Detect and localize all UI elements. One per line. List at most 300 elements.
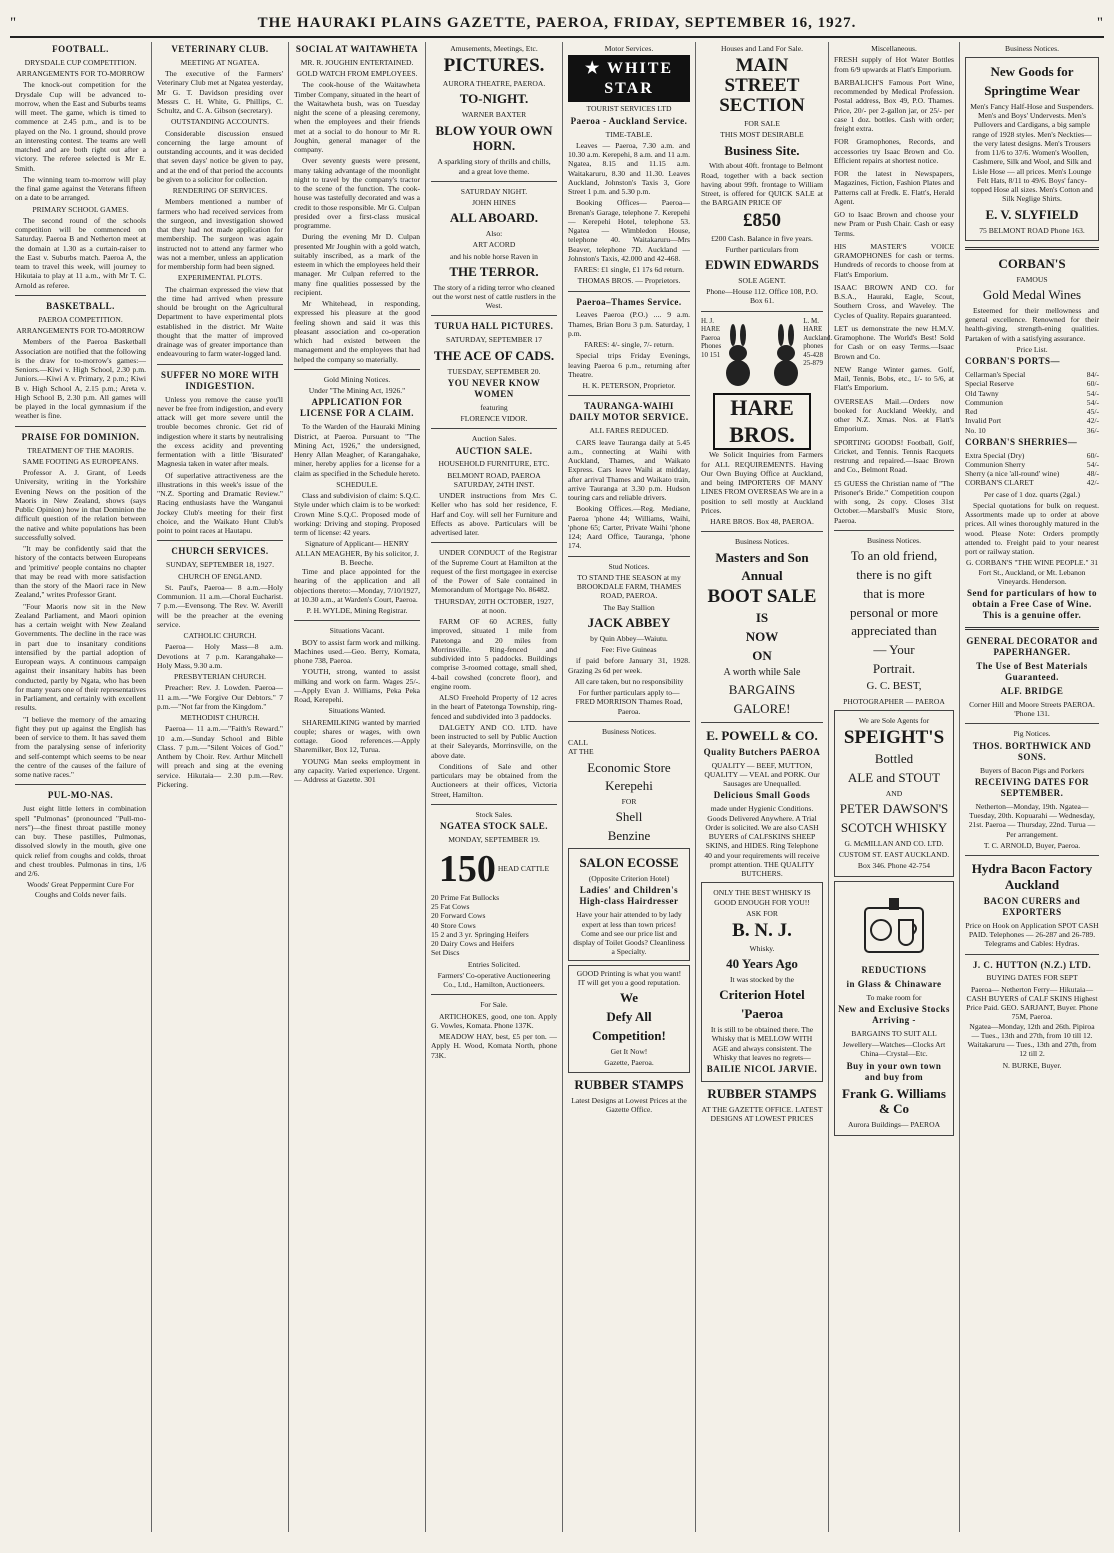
hare-auckland-contact: L. M. HARE Auckland. phones 45-428 25-879	[803, 316, 833, 368]
wanted-ad-1: SHAREMILKING wanted by married couple; shares or wages, with own cottage. Good references.—Apply Sharemilker, Box 12, Turua.	[294, 717, 420, 755]
anglican-subhead: CHURCH OF ENGLAND.	[178, 571, 262, 581]
price-value: 48/-	[1086, 469, 1099, 479]
cattle-label: HEAD CATTLE	[497, 864, 550, 874]
turua-title: TURUA HALL PICTURES.	[434, 321, 554, 332]
pig-section: Pig Notices.	[1013, 729, 1051, 739]
thames-body: Leaves Paeroa (P.O.) .... 9 a.m. Thames, Brian Boru 3 p.m. Saturday, 1 p.m.	[568, 310, 690, 338]
salon-tagline: Ladies' and Children's High-class Hairdresser	[579, 885, 679, 907]
social-subhead: MR. R. JOUGHIN ENTERTAINED.	[300, 57, 414, 67]
column-veterinary	[152, 42, 289, 1532]
and-label: AND	[885, 789, 903, 798]
timetable-body: Leaves — Paeroa, 7.30 a.m. and 10.30 a.m. Kerepehi, 8 a.m. and 11 a.m. Ngatea, 8.15 and 11.15 a.m. Waitakaruru, 8.30 and 11.30. Leaves Auckland, Johnston's Taxis 3, Gore Street 1 p.m. and 5.30 p.m.	[568, 140, 690, 196]
basketball-body: Members of the Paeroa Basketball Association are notified that the following is the draw for to-morrow's games:— Seniors.—Kiwi v. High School, 2.30 p.m. Juniors.—Kiwi A v. Primary, 2 p.m.; Kiwi B v. High School A, 2.15 p.m.; Areta v. High School B, 2.30 p.m. All games will be played in the local gymnasium if the weather is fine.	[15, 337, 146, 421]
receiving-title: RECEIVING DATES FOR SEPTEMBER.	[974, 776, 1090, 798]
agent-sub: SOLE AGENT.	[738, 275, 786, 285]
slyfield-title-1: New Goods for	[990, 64, 1074, 80]
hare-bros-logo: HARE BROS.	[713, 393, 811, 451]
column-land	[696, 42, 833, 1532]
divider	[568, 395, 690, 396]
for-label: FOR	[621, 797, 637, 807]
land-section: Houses and Land For Sale.	[720, 44, 804, 53]
stocked-label: It was stocked by the	[729, 975, 795, 985]
price-item: Communion	[965, 397, 1003, 407]
football-body-2: The winning team to-morrow will play the final game against the Veterans fifteen on a date to be arranged.	[15, 174, 146, 203]
misc-item: OVERSEAS Mail.—Orders now booked for Auckland Weekly, and other N.Z. Xmas. Nos. at Flatt's Emporium.	[834, 396, 954, 434]
timetable-label: TIME-TABLE.	[605, 129, 653, 139]
worthwhile-label: A worth while Sale	[723, 666, 801, 678]
whisky-label: Whisky.	[749, 944, 775, 953]
price-row	[965, 416, 1099, 425]
auction-place: BELMONT ROAD, PAEROA SATURDAY, 24TH INST.	[447, 470, 541, 489]
turua-film: THE ACE OF CADS.	[433, 347, 555, 363]
accounts-subhead: OUTSTANDING ACCOUNTS.	[170, 117, 270, 127]
praise-body: Professor A. J. Grant, of Leeds University, writing in the Yorkshire Evening News on the position of the Maoris in New Zealand, shows (says Public Opinion) how in that Dominion the difficult question of the relation between the native and white populations has been successfully solved.	[15, 468, 146, 542]
hydra-body: Price on Hook on Application SPOT CASH PAID. Telephones — 26-287 and 26-789. Telegrams and Cables: Hydras.	[965, 920, 1099, 949]
column-social	[289, 42, 426, 1532]
vet-title: VETERINARY CLUB.	[171, 44, 269, 54]
featuring-label: featuring	[480, 402, 508, 412]
stock-section: Stock Sales.	[475, 809, 513, 819]
rubber-stamps-title-2: RUBBER STAMPS	[707, 1086, 817, 1102]
price-item: Red	[965, 407, 978, 417]
thames-fares: FARES: 4/- single, 7/- return.	[584, 340, 674, 350]
slyfield-list: Men's Fancy Half-Hose and Suspenders. Men's and Boys' Undervests. Men's Pullovers and Cardigans, a big sample range of 1928 styles. Men's Neckties—the very latest designs. Men's Trousers from 11/6 to 37/6. Women's Woollen, Cashmere, Silk and Wool, and Silk and Lisle Hose — all prices. Men's Lounge Felt Hats, 8/11 to 49/6. Boys' fancy-topped Hose all sizes. Men's Cotton and Silk Neglige Shirts.	[970, 101, 1094, 204]
salon-body: Have your hair attended to by lady expert at less than town prices! Come and see our price list and display of Toilet Goods? Cleanliness a Specialty.	[573, 910, 685, 957]
burke-buyer: N. BURKE, Buyer.	[1002, 1060, 1062, 1070]
social-title: SOCIAL AT WAITAWHETA	[295, 44, 419, 54]
bargains-label: BARGAINS	[728, 682, 796, 698]
divider	[568, 291, 690, 292]
price-row	[965, 379, 1099, 388]
conditions-body: Conditions of Sale and other particulars may be obtained from the Auctioneers at their offices, Victoria Street, Hamilton.	[431, 761, 557, 799]
misc-item: FOR the latest in Newspapers, Magazines, Fiction, Fashion Plates and Patterns call at Fredk. E. Flatt's, Herald Agent.	[834, 169, 954, 206]
column-sport	[10, 42, 152, 1532]
hearing-body: Time and place appointed for the hearing of the application and all objections thereto:—Monday, 7/10/1927, at 10.30 a.m., at Warden's Court, Paeroa.	[294, 567, 420, 604]
catholic-subhead: CATHOLIC CHURCH.	[183, 631, 257, 641]
price-row	[965, 398, 1099, 407]
motor-section: Motor Services.	[604, 44, 654, 53]
price-list-label: Price List.	[1016, 344, 1048, 354]
stock-item: 20 Forward Cows	[431, 911, 486, 921]
proprietor: THOMAS BROS. — Proprietors.	[577, 276, 681, 286]
farm-body-2: ALSO Freehold Property of 12 acres in the heart of Patetonga Township, ring-fenced and subdivided into 3 paddocks.	[431, 693, 557, 721]
price-value: 42/-	[1086, 416, 1099, 426]
thames-proprietor: H. K. PETERSON, Proprietor.	[582, 381, 676, 391]
photographer-sub: PHOTOGRAPHER — PAEROA	[843, 696, 945, 706]
praise-title: PRAISE FOR DOMINION.	[21, 431, 140, 442]
vet-subhead: MEETING AT NGATEA.	[180, 57, 260, 67]
wanted-section: Situations Wanted.	[328, 706, 386, 716]
divider	[965, 954, 1099, 955]
gold-medal-title: Gold Medal Wines	[982, 286, 1082, 302]
price-item: No. 10	[965, 425, 986, 435]
agent-phone: Phone—House 112. Office 108, P.O. Box 61.	[706, 287, 818, 306]
vet-body: The executive of the Farmers' Veterinary Club met at Ngatea yesterday, Mr G. T. Davidson presiding over Messrs C. H. White, G. Phillips, C. Schultz, and C. A. Gibson (secretary).	[157, 69, 283, 116]
turua-date: SATURDAY, SEPTEMBER 17	[446, 335, 542, 345]
is-label: IS	[755, 610, 769, 626]
portrait-line-7: Portrait.	[872, 661, 916, 677]
price-value: 54/-	[1086, 459, 1099, 469]
wanted-ad-2: YOUNG Man seeks employment in any capacity. Varied experience. Urgent. — Address at Gazette. 301	[294, 756, 420, 785]
mcmillan-box: Box 346. Phone 42-754	[857, 861, 931, 871]
powell-sub: Quality Butchers PAEROA	[703, 746, 821, 757]
stock-item: 40 Store Cows	[431, 920, 476, 930]
methodist-body: Paeroa— 11 a.m.—"Faith's Reward." 10 a.m.—Sunday School and Bible Class. 7 p.m.—"Silent Voices of God." Anthem by Choir. Rev. Arthur Mitchell will preach and sing at the evening service. Hikutaia— 2.30 p.m.—Rev. Pickering.	[157, 724, 283, 789]
film-title-3: THE TERROR.	[449, 263, 539, 279]
masthead-right-mark: "	[1096, 14, 1104, 31]
misc-item: BARBALICH'S Famous Port Wine, recommended by Medical Profession. Postal address, Box 49, P.O. Thames. Price, 20/- per 2-gallon jar, or 25/- per case 1 doz. bottles. Cash with order; freight extra.	[834, 77, 954, 133]
famous-label: FAMOUS	[1016, 274, 1048, 284]
hare-illustration	[721, 323, 803, 387]
football-body: The knock-out competition for the Drysdale Cup will be advanced to-morrow, when the East and Suburbs teams will meet. The game, which is timed to commence at 2.45 p.m., and is to be played on the No. 1 ground, should prove an interesting contest. The teams are well matched and are both right out after a victory. The referee selected is Mr E. Smith.	[15, 80, 146, 173]
rubber-stamps-sub: Latest Designs at Lowest Prices at the Gazette Office.	[571, 1095, 687, 1115]
reductions-new: New and Exclusive Stocks Arriving -	[838, 1003, 950, 1025]
divider	[431, 428, 557, 429]
stallion-label: The Bay Stallion	[603, 602, 655, 612]
mcmillan-address: CUSTOM ST. EAST AUCKLAND.	[838, 850, 950, 860]
hare-box: HARE BROS. Box 48, PAEROA.	[710, 517, 814, 527]
services-subhead: RENDERING OF SERVICES.	[172, 186, 268, 196]
column-motor	[563, 42, 696, 1532]
rubber-stamps-title: RUBBER STAMPS	[574, 1077, 684, 1093]
hare-header	[701, 316, 833, 393]
defy-label: Defy All	[606, 1008, 652, 1024]
auction-title: AUCTION SALE.	[455, 445, 533, 456]
tuesday-date: TUESDAY, SEPTEMBER 20.	[447, 366, 541, 376]
business-section: Business Notices.	[602, 726, 656, 736]
site-body: With about 40ft. frontage to Belmont Road, together with a back section having about 99ft. frontage to William Street, is offered for QUICK SALE at the BARGAIN PRICE OF	[701, 161, 823, 208]
at-label: AT THE	[568, 747, 594, 757]
dalgety-body: DALGETY AND CO. LTD. have been instructed to sell by Public Auction at their Saleyards, Morrinsville, on the above date.	[431, 722, 557, 760]
decorator-title: GENERAL DECORATOR and PAPERHANGER.	[966, 636, 1098, 658]
now-label: NOW	[745, 629, 779, 645]
schedule-head: SCHEDULE.	[336, 479, 378, 489]
auction-items: HOUSEHOLD FURNITURE, ETC.	[438, 459, 550, 469]
newspaper-page	[10, 10, 1104, 1533]
portrait-line-5: appreciated than	[851, 623, 937, 639]
hutton-title: J. C. HUTTON (N.Z.) LTD.	[972, 959, 1092, 970]
speights-ad	[834, 710, 954, 877]
bnj-ad	[701, 882, 823, 1082]
curers-label: BACON CURERS and EXPORTERS	[983, 895, 1081, 917]
corban-body: Esteemed for their mellowness and general excellence. Renowned for their health-giving, strength-ening qualities. Partaken of with a satisfying assurance.	[965, 305, 1099, 343]
agents-label: We are Sole Agents for	[858, 716, 930, 726]
years-label: 40 Years Ago	[726, 956, 798, 972]
portrait-line-6: — Your	[873, 642, 915, 658]
bnj-intro: ONLY THE BEST WHISKY IS GOOD ENOUGH FOR YOU!!	[713, 888, 811, 907]
auction-body: UNDER instructions from Mrs C. Keller who has sold her residence, F. Harf and Coy. will sell her Furniture and Effects as above. Particulars will be advertised later.	[431, 491, 557, 538]
hare-paeroa-contact: H. J. HARE Paeroa Phones 10 151	[701, 316, 722, 359]
masthead	[10, 10, 1104, 38]
price-value: 54/-	[1086, 388, 1099, 398]
theatre-name: AURORA THEATRE, PAEROA.	[442, 79, 546, 89]
praise-body-2: "It may be confidently said that the history of the contacts between Europeans and 'primitive' people contains no chapter that may be read with more satisfaction than the story of the Maori race in New Zealand," writes Professor Grant.	[15, 544, 146, 600]
stock-item: Set Discs	[431, 948, 460, 958]
photographer-name: G. C. BEST,	[866, 679, 922, 692]
misc-item: GO to Isaac Brown and choose your new Pram or Push Chair. Cash or easy Terms.	[834, 210, 954, 238]
price-item: Old Tawny	[965, 388, 999, 398]
stud-owner: For further particulars apply to— FRED MORRISON Thames Road, Paeroa.	[575, 688, 683, 716]
methodist-subhead: METHODIST CHURCH.	[180, 713, 260, 723]
masthead-left-mark: "	[10, 14, 18, 31]
slyfield-name: E. V. SLYFIELD	[985, 206, 1079, 222]
site-price: £850	[743, 209, 781, 231]
bnj-title: B. N. J.	[732, 920, 792, 942]
price-list-2	[965, 451, 1099, 488]
business-section-2: Business Notices.	[735, 537, 789, 547]
rubber-stamps-sub-2: AT THE GAZETTE OFFICE. LATEST DESIGNS AT LOWEST PRICES	[701, 1104, 823, 1124]
vacant-ad-2: YOUTH, strong, wanted to assist milking and work on farm. Wages 25/-.—Apply Evan J. Williams, Peka Peka Road, Kerepehi.	[294, 667, 420, 705]
scotch-label: SCOTCH WHISKY	[840, 820, 948, 836]
stud-intro: TO STAND THE SEASON at my BROOKDALE FARM, THAMES ROAD, PAEROA.	[576, 572, 682, 601]
site-info: Further particulars from	[725, 244, 799, 254]
business-section-4: Business Notices.	[1005, 44, 1059, 53]
stock-list	[431, 893, 557, 958]
printing-ad	[568, 965, 690, 1074]
stallion-name: JACK ABBEY	[587, 614, 671, 630]
competition-label: Competition!	[592, 1027, 666, 1043]
divider	[701, 722, 823, 723]
white-star-sub: TOURIST SERVICES LTD	[586, 104, 672, 114]
stock-date: MONDAY, SEPTEMBER 19.	[448, 835, 540, 845]
corban-more: Special quotations for bulk on request. Assortments made up to order at above prices. All wines thoroughly matured in the wood. Please Note: Orders promptly attended to. Freight paid to your nearest port or railway station.	[965, 500, 1099, 557]
desirable-label: THIS MOST DESIRABLE	[720, 130, 804, 140]
film-desc: A sparkling story of thrills and chills, and a great love theme.	[437, 157, 551, 176]
price-row	[965, 469, 1099, 478]
tauranga-fares: ALL FARES REDUCED.	[589, 426, 669, 436]
column-business	[960, 42, 1104, 1532]
applicant-signature: Signature of Applicant— HENRY ALLAN MEAGHER, By his solicitor, J. B. Beeche.	[295, 539, 419, 567]
star-name: WARNER BAXTER	[461, 110, 527, 120]
store-name: Economic Store	[587, 759, 671, 775]
divider	[431, 181, 557, 182]
reductions-bargains: BARGAINS TO SUIT ALL	[851, 1028, 937, 1038]
masters-title: Masters and Son	[715, 549, 809, 565]
stud-care: All care taken, but no responsibility	[574, 676, 684, 686]
price-row	[965, 426, 1099, 435]
film-intro: and his noble horse Raven in	[450, 251, 538, 261]
reductions-title: REDUCTIONS	[861, 964, 927, 975]
divider	[431, 804, 557, 805]
product-benzine: Benzine	[607, 828, 651, 844]
slyfield-address: 75 BELMONT ROAD Phone 163.	[979, 225, 1085, 235]
price-value: 60/-	[1086, 379, 1099, 389]
pulmonas-title: PUL-MO-NAS.	[47, 790, 114, 801]
hutton-sub: BUYING DATES FOR SEPT	[986, 973, 1078, 983]
slyfield-ad	[965, 57, 1099, 241]
amusements-section: Amusements, Meetings, Etc.	[450, 44, 538, 53]
bnj-body: It is still to be obtained there. The Whisky that is MELLOW WITH AGE and always consistent. The Whisky that leaves no regrets—	[710, 1025, 814, 1062]
football-subhead: DRYSDALE CUP COMPETITION.	[24, 57, 137, 67]
price-item: Special Reserve	[965, 379, 1014, 389]
salon-location: (Opposite Criterion Hotel)	[588, 874, 670, 884]
column-amusements	[426, 42, 563, 1532]
mining-section: Gold Mining Notices.	[323, 374, 391, 384]
plots-body: The chairman expressed the view that the time had arrived when pressure should be brought on the Agricultural Department to have experimental plots established in the district. Mr Waite thought that the matter of improved drainage was of greater importance than endeavouring to farm water-logged land.	[157, 284, 283, 359]
printing-line-1: GOOD Printing is what you want!	[576, 968, 682, 978]
misc-item: HIS MASTER'S VOICE GRAMOPHONES for cash or terms. Hundreds of records to choose from at Flatt's Emporium.	[834, 241, 954, 279]
auctioneer-firm: Farmers' Co-operative Auctioneering Co., Ltd., Hamilton, Auctioneers.	[437, 970, 551, 990]
basketball-title: BASKETBALL.	[46, 300, 115, 311]
divider	[965, 627, 1099, 630]
football-subhead-2: ARRANGEMENTS FOR TO-MORROW	[16, 69, 145, 79]
reductions-body: To make room for	[866, 992, 922, 1002]
football-title: FOOTBALL.	[52, 44, 109, 54]
divider	[157, 540, 283, 541]
price-row	[965, 407, 1099, 416]
williams-address: Aurora Buildings— PAEROA	[847, 1120, 941, 1130]
hotel-town: 'Paeroa	[740, 1006, 784, 1022]
forsale-section: For Sale.	[480, 1000, 508, 1010]
accounts-body: Considerable discussion ensued concerning the large amount of outstanding accounts, and it was decided that seven days' notice be given to pay, and at the end of that period the accounts be given to a solicitor for collection.	[157, 128, 283, 184]
tauranga-body: CARS leave Tauranga daily at 5.45 a.m., connecting at Waihi with Auckland, Thames, and Waikato Express. Cars leave Waihi at midday, after arrival Thames and Waikato train, arrive Tauranga at 3.30 p.m. Hudson touring cars and reliable drivers.	[568, 437, 690, 503]
misc-item: NEW Range Winter games. Golf, Mail, Tennis, Bobs, etc., 1/- to 5/6, at Flatt's Emporium.	[834, 364, 954, 393]
stock-item: 20 Dairy Cows and Heifers	[431, 939, 515, 949]
sherries-label: CORBAN'S SHERRIES—	[965, 436, 1078, 447]
site-terms: £200 Cash. Balance in five years.	[711, 233, 813, 243]
social-body-2: Over seventy guests were present, many taking advantage of the moonlight night to travel by the company's tractor to the scene of the function. The cook-house was tastefully decorated and was a credit to those responsible. Mr G. Culpan presided over a first-class musical programme.	[294, 156, 420, 231]
praise-subhead: TREATMENT OF THE MAORIS.	[27, 445, 134, 455]
church-title: CHURCH SERVICES.	[171, 546, 269, 557]
stud-section: Stud Notices.	[608, 561, 650, 571]
social-body-4: Mr Whitehead, in responding, expressed his pleasure at the good feeling shown and said it was this pleasant association and co-operation which had existed between the management and the employees that had helped the company so materially.	[294, 299, 420, 364]
praise-subhead-2: SAME FOOTING AS EUROPEANS.	[22, 456, 139, 466]
star-icon: ★	[584, 60, 608, 78]
ale-label: ALE and STOUT	[847, 770, 941, 786]
ports-label: CORBAN'S PORTS—	[965, 356, 1060, 367]
price-item: Communion Sherry	[965, 459, 1026, 469]
portrait-ad	[834, 547, 954, 695]
mcmillan-name: G. McMILLAN AND CO. LTD.	[844, 838, 944, 848]
film-title: BLOW YOUR OWN HORN.	[435, 122, 553, 154]
gazette-label: Gazette, Paeroa.	[604, 1057, 654, 1067]
mining-body: To the Warden of the Hauraki Mining District, at Paeroa. Pursuant to "The Mining Act, 1926," the undersigned, Henry Allan Meagher, of Karangahake, miner, hereby applies for a license for a claim as specified in the Schedule hereto.	[294, 422, 420, 478]
divider	[568, 556, 690, 557]
masthead-title: THE HAURAKI PLAINS GAZETTE, PAEROA, FRIDAY, SEPTEMBER 16, 1927.	[257, 14, 857, 31]
fares-label: FARES: £1 single, £1 17s 6d return.	[574, 265, 684, 274]
price-value: 54/-	[1086, 397, 1099, 407]
price-row	[965, 389, 1099, 398]
booking-body: Booking Offices— Paeroa—Brenan's Garage, telephone 7. Kerepehi — Kerepehi Hotel, telephone 53. Ngatea — Wimbledon House, telephone 40. Waitakaruru—Mrs Beaver, telephone 7D. Auckland — Johnston's Taxis, 42.000 and 42-468.	[568, 198, 690, 263]
price-value: 84/-	[1086, 370, 1099, 380]
divider	[431, 315, 557, 316]
borthwick-sub: Buyers of Bacon Pigs and Porkers	[980, 765, 1084, 775]
misc-item: FRESH supply of Hot Water Bottles from 6/9 upwards at Flatt's Emporium.	[834, 55, 954, 74]
schools-body: The second round of the schools competition will be commenced on Saturday. Paeroa B and Netherton meet at the domain at 1.30 as a curtain-raiser to the East v. Suburbs match. Paeroa A, the team to travel this week, will journey to Hikutaia to play at 11 a.m., with Mr T. C. Arnold as referee.	[15, 215, 146, 290]
slyfield-title-2: Springtime Wear	[984, 83, 1080, 99]
price-row	[965, 451, 1099, 460]
ask-for-label: ASK FOR	[746, 908, 778, 918]
for-sale-label: FOR SALE	[744, 119, 780, 129]
salon-name: SALON ECOSSE	[579, 855, 679, 871]
column-misc	[829, 42, 960, 1532]
white-star-service: Paeroa - Auckland Service.	[570, 115, 688, 126]
divider	[15, 784, 146, 785]
stock-item: 20 Prime Fat Bullocks	[431, 892, 500, 902]
arnold-buyer: T. C. ARNOLD, Buyer, Paeroa.	[983, 840, 1081, 850]
forsale-ad-2: MEADOW HAY, best, £5 per ton. — Apply H. Wood, Komata North, phone 73K.	[431, 1032, 557, 1060]
divider	[15, 426, 146, 427]
mining-title: APPLICATION FOR LICENSE FOR A CLAIM.	[299, 397, 415, 419]
farm-body: FARM OF 60 ACRES, fully improved, situated 1 mile from Patetonga and 20 miles from Morrinsville. Ring-fenced and subdivided into 5 paddocks. Buildings comprise 3-roomed cottage, small shed, 4-bail cowshed (concrete floor), and engine room.	[431, 617, 557, 691]
stud-fee-terms: if paid before January 31, 1928. Grazing 2s 6d per week.	[568, 656, 690, 675]
price-item: Extra Special (Dry)	[965, 450, 1025, 460]
price-row	[965, 370, 1099, 379]
church-date: SUNDAY, SEPTEMBER 18, 1927.	[165, 560, 275, 570]
chinaware-illustration	[838, 890, 950, 960]
we-label: We	[619, 990, 639, 1005]
vacant-section: Situations Vacant.	[329, 626, 385, 636]
portrait-line-3: that is more	[863, 585, 925, 601]
woods-footer: Woods' Great Peppermint Cure For Coughs and Colds never fails.	[26, 880, 135, 899]
praise-body-4: "I believe the memory of the amazing fight they put up against the English has been of service to them. It has saved them from the paralysing sense of inferiority and self-contempt which seems to be near the centre of the causes of the failure of some native races."	[15, 714, 146, 780]
annual-label: Annual	[741, 568, 783, 584]
praise-body-3: "Four Maoris now sit in the New Zealand Parliament, and Maori opinion has a certain weight with New Zealand Governments. The decline in the race was in part due to insanitary conditions intensified by the partial adoption of European ways. A continuous campaign against their insanitary habits has been conducted, partly by Ngata, who has been for many years one of their representatives in Parliament, and certainly with excellent results.	[15, 601, 146, 713]
product-shell: Shell	[615, 809, 643, 825]
star-name-2: JOHN HINES	[472, 198, 516, 208]
price-list	[965, 370, 1099, 435]
anglican-body: St. Paul's, Paeroa— 8 a.m.—Holy Communion. 11 a.m.—Choral Eucharist. 7 p.m.—Evensong. The Rev. W. Averill will be the preacher at the evening service.	[157, 582, 283, 629]
registrar-signature: P. H. WYLDE, Mining Registrar.	[306, 606, 408, 616]
forsale-ad-1: ARTICHOKES, good, one ton. Apply G. Vowles, Komata. Phone 137K.	[431, 1011, 557, 1030]
price-item: Cellarman's Special	[965, 370, 1026, 380]
star-name-3: ART ACORD	[472, 240, 516, 250]
misc-item: SPORTING GOODS! Football, Golf, Cricket, and Tennis. Tennis Racquets restrung and repaired.—Isaac Brown and Co., Belmont Road.	[834, 437, 954, 475]
hare-body: We Solicit Inquiries from Farmers for ALL REQUIREMENTS. Having Our Own Buying Office at Auckland, and being IMPORTERS OF MANY LINES FROM OVERSEAS We are in a position to sell mostly at Auckland Prices.	[701, 450, 824, 515]
columns	[10, 42, 1104, 1532]
price-row	[965, 460, 1099, 469]
price-item: Invalid Port	[965, 416, 1002, 426]
borthwick-title: THOS. BORTHWICK AND SONS.	[972, 740, 1092, 762]
thames-body-2: Special trips Friday Evenings, leaving Paeroa 6 p.m., returning after Theatre.	[568, 351, 690, 379]
boot-sale-title: BOOT SALE	[707, 586, 817, 608]
tonight-label: TO-NIGHT.	[459, 91, 529, 107]
free-case-offer: Send for particulars of how to obtain a Free Case of Wine. This is a genuine offer.	[966, 588, 1098, 621]
powell-body-2: made under Hygienic Conditions. Goods Delivered Anywhere. A Trial Order is solicited. We are also CASH BUYERS of CALFSKINS SHEEP SKINS, and HIDES. Ring Telephone 40 and your requirements will receive prompt attention. THE QUALITY BUTCHERS.	[704, 804, 820, 879]
misc-item: FOR Gramophones, Records, and accessories try Isaac Brown and Co. Efficient repairs at shortest notice.	[834, 137, 954, 165]
bridge-address: Corner Hill and Moore Streets PAEROA. 'Phone 131.	[969, 699, 1095, 719]
williams-ad	[834, 881, 954, 1136]
salon-ad	[568, 848, 690, 960]
misc-section: Miscellaneous.	[871, 44, 917, 53]
receiving-list: Netherton—Monday, 19th. Ngatea—Tuesday, 20th. Kopuarahi — Wednesday, 21st. Paeroa — Thursday, 22nd. Turua — Per arrangement.	[968, 801, 1096, 839]
pulmonas-body: Just eight little letters in combination spell "Pulmonas" (pronounced "Pull-mo-ners")—the finest throat pastille money can buy. These pastilles, Pulmonas, dissolved slowly in the mouth, give one quick relief from coughs and colds, throat and chest troubles. Pulmonas in tins, 1/6 and 2/6.	[15, 804, 146, 879]
price-value: 36/-	[1086, 425, 1099, 435]
case-label: Per case of 1 doz. quarts (2gal.)	[983, 489, 1081, 499]
corban-address: G. CORBAN'S "THE WINE PEOPLE." 31 Fort St., Auckland, or Mt. Lebanon Vineyards. Henderson.	[965, 558, 1099, 586]
social-subhead-2: GOLD WATCH FROM EMPLOYEES.	[296, 69, 418, 79]
main-street-title: MAIN STREET SECTION	[719, 55, 805, 117]
powell-title: E. POWELL & CO.	[706, 727, 818, 743]
bridge-name: ALF. BRIDGE	[1000, 686, 1064, 697]
galore-label: GALORE!	[733, 700, 791, 716]
divider	[431, 542, 557, 543]
call-label: CALL	[568, 738, 588, 748]
portrait-line-2: there is no gift	[856, 566, 932, 582]
stud-fee: Fee: Five Guineas	[601, 645, 657, 655]
court-date: THURSDAY, 20TH OCTOBER, 1927, at noon.	[434, 596, 554, 615]
get-it-now: Get It Now!	[610, 1046, 648, 1056]
corban-title: CORBAN'S	[998, 255, 1066, 271]
misc-item: LET us demonstrate the new H.M.V. Gramophone. The World's Best! Sold for Cash or on easy Terms.—Isaac Brown and Co.	[834, 323, 954, 361]
vacant-ad-1: BOY to assist farm work and milking. Machines used.—Geo. Berry, Komata, phone 738, Paeroa.	[294, 637, 420, 666]
reductions-buy: Buy in your own town and buy from	[846, 1060, 942, 1082]
rabbit-icon	[721, 323, 755, 387]
price-value: 42/-	[1086, 478, 1099, 488]
also-label: Also:	[485, 229, 503, 239]
hydra-title: Hydra Bacon Factory Auckland	[971, 861, 1093, 892]
divider	[834, 530, 954, 531]
